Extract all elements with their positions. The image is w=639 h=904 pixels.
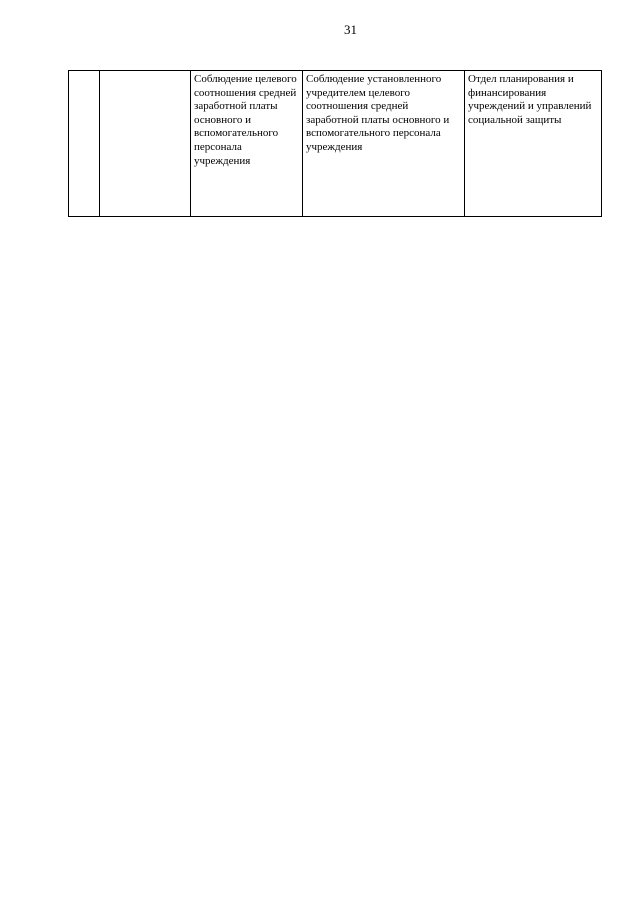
table-cell-indicator: Соблюдение целевого соотношения средней заработной платы основного и вспомогательного персонала учреждения — [191, 71, 303, 217]
table-cell-name — [100, 71, 191, 217]
table-cell-responsible: Отдел планирования и финансирования учреждений и управлений социальной защиты — [465, 71, 602, 217]
table-row — [69, 71, 602, 217]
document-table — [68, 70, 602, 217]
page-number: 31 — [344, 22, 357, 37]
table-cell-criterion: Соблюдение установленного учредителем целевого соотношения средней заработной платы основного и вспомогательного персонала учреждения — [303, 71, 465, 217]
table-cell-number — [69, 71, 100, 217]
